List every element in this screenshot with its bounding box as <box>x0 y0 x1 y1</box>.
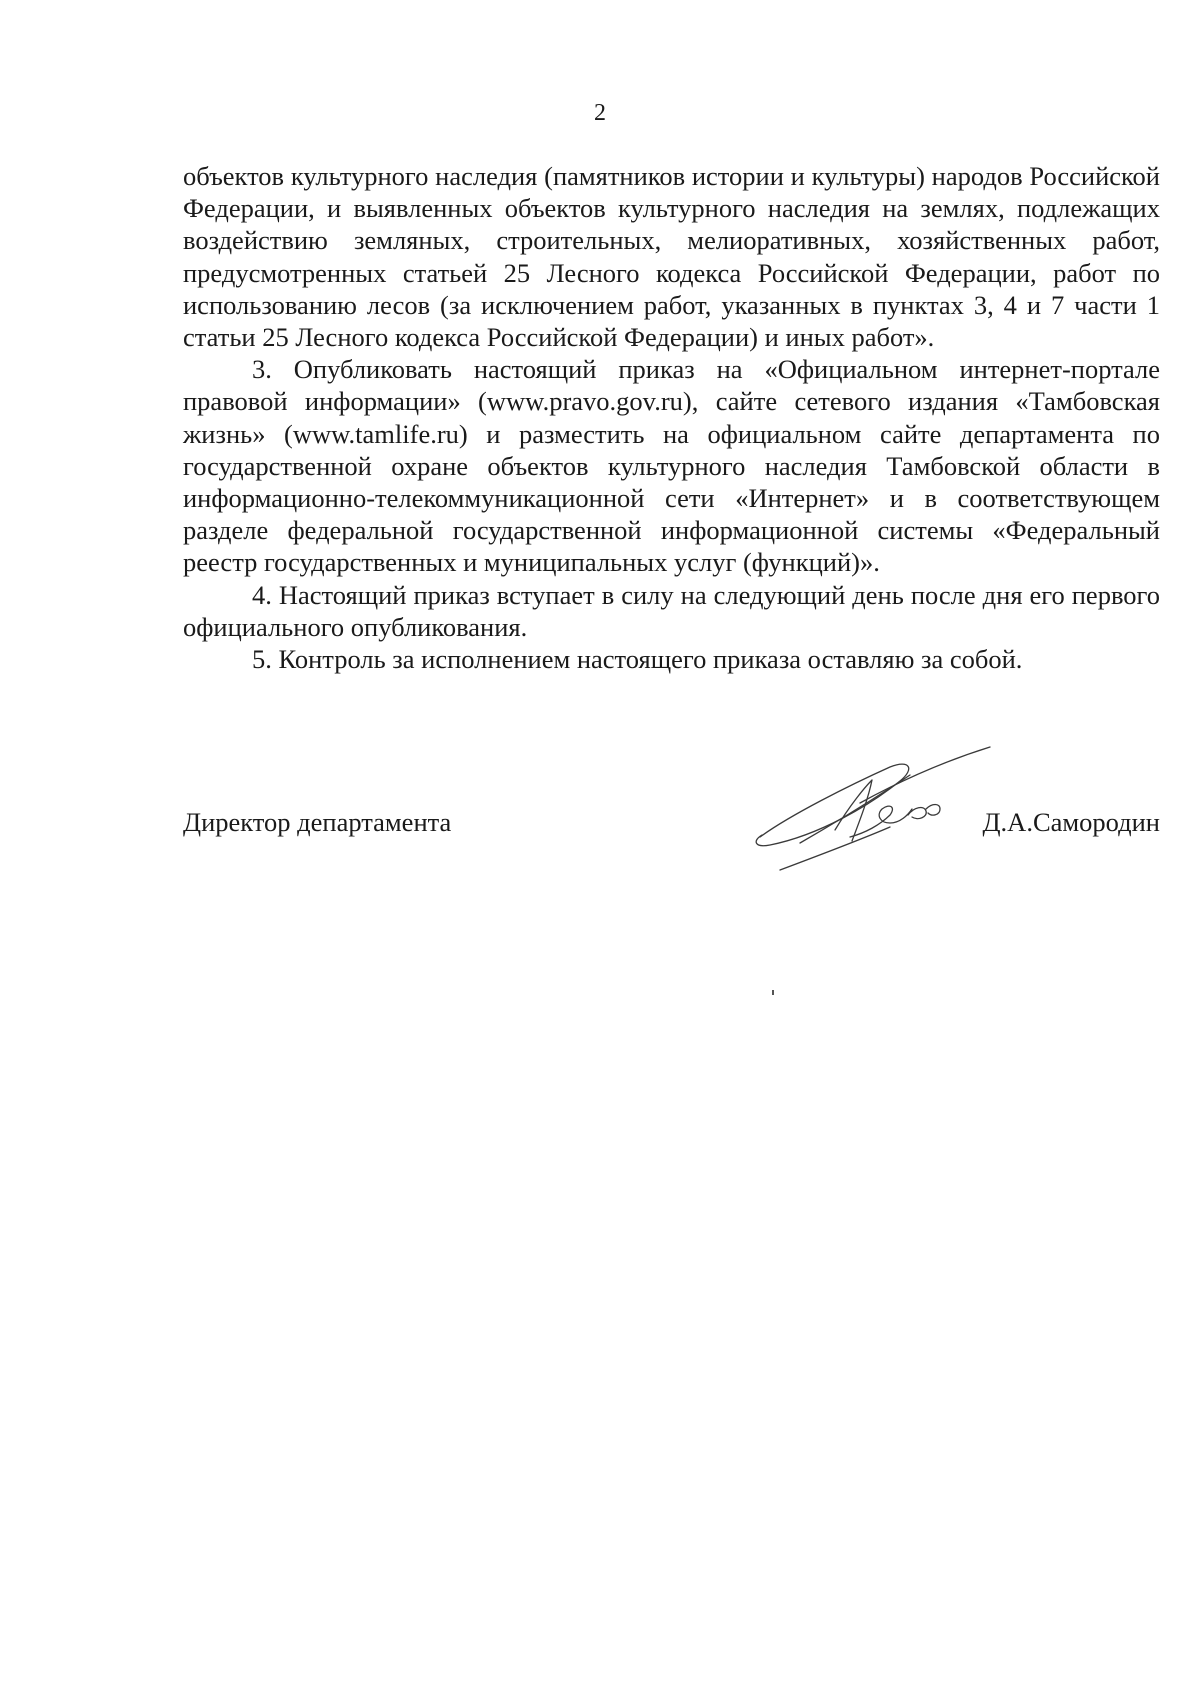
signer-position: Директор департамента <box>183 807 452 837</box>
document-body <box>183 160 1160 675</box>
paragraph-item-3: 3. Опубликовать настоящий приказ на «Официальном интернет-портале правовой информации» (www.pravo.gov.ru), сайте сетевого издания «Тамбовская жизнь» (www.tamlife.ru) и разместить на официальном сайте департамента по государственной охране объектов культурного наследия Тамбовской области в информационно-телекоммуникационной сети «Интернет» и в соответствующем разделе федеральной государственной информационной системы «Федеральный реестр государственных и муниципальных услуг (функций)». <box>183 354 1160 578</box>
paragraph-item-5: 5. Контроль за исполнением настоящего приказа оставляю за собой. <box>252 644 1023 675</box>
signer-name: Д.А.Самородин <box>982 807 1160 837</box>
paragraph-item-4: 4. Настоящий приказ вступает в силу на следующий день после дня его первого официального опубликования. <box>183 579 1160 642</box>
page-number: 2 <box>594 100 606 126</box>
continuation-paragraph: объектов культурного наследия (памятников истории и культуры) народов Российской Федерации, и выявленных объектов культурного наследия на землях, подлежащих воздействию земляных, строительных, мелиоративных, хозяйственных работ, предусмотренных статьей 25 Лесного кодекса Российской Федерации, работ по использованию лесов (за исключением работ, указанных в пунктах 3, 4 и 7 части 1 статьи 25 Лесного кодекса Российской Федерации) и иных работ». <box>183 161 1160 353</box>
handwritten-signature <box>740 745 1010 875</box>
scan-speck <box>772 990 774 995</box>
